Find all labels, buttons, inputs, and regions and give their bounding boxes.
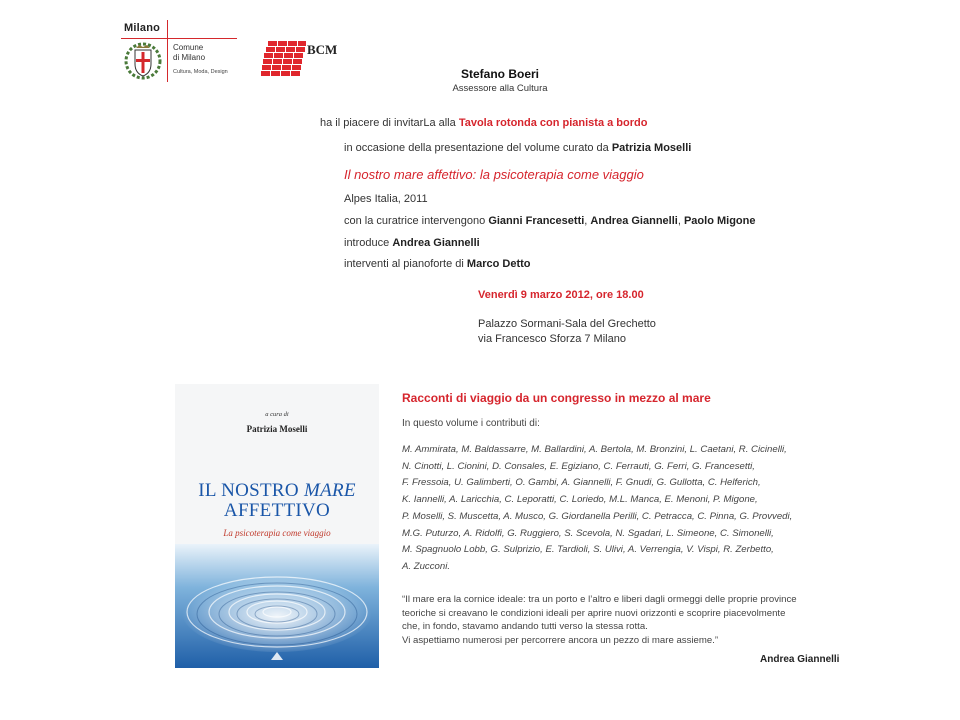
cover-water-image — [175, 544, 379, 668]
milano-logo-divider-vertical — [167, 20, 168, 82]
contributors-line: N. Cinotti, L. Cionini, D. Consales, E. Egiziano, C. Ferrauti, G. Ferri, G. Francesetti, — [402, 460, 755, 472]
introducer-name: Andrea Giannelli — [392, 237, 480, 249]
cover-title-line1 — [175, 480, 379, 502]
occasion-prefix: in occasione della presentazione del volume curato da — [344, 142, 612, 154]
book-cover — [175, 384, 379, 668]
speaker-separator: , — [677, 215, 684, 227]
quote-line: che, in fondo, stavamo andando tutti verso la stessa rotta. — [402, 621, 648, 632]
racconti-intro: In questo volume i contributi di: — [402, 418, 540, 429]
speaker-name: Gianni Francesetti — [488, 215, 585, 227]
assessore-name: Stefano Boeri — [460, 67, 539, 81]
cover-title-line2: AFFETTIVO — [223, 500, 331, 521]
contributors-line: K. Iannelli, A. Laricchia, C. Leporatti, C. Loriedo, M.L. Manca, E. Menoni, P. Migone, — [402, 494, 758, 506]
event-name: Tavola rotonda con pianista a bordo — [458, 117, 648, 129]
quote-line: teoriche si creavano le condizioni ideali per aprire nuovi orizzonti e scoprire piacevolmente — [402, 607, 786, 619]
venue-line1: Palazzo Sormani-Sala del Grechetto — [478, 318, 656, 330]
milano-tagline: Cultura, Moda, Design — [173, 69, 228, 75]
contributors-line: A. Zucconi. — [402, 560, 450, 572]
introduces-line — [344, 237, 480, 249]
cover-author: Patrizia Moselli — [246, 424, 308, 434]
contributors-line: M. Spagnuolo Lobb, G. Sulprizio, E. Tardioli, S. Ulivi, A. Verrengia, V. Vispi, R. Zerbetto, — [402, 544, 774, 556]
bcm-logo-text: BCM — [307, 42, 338, 57]
curator-name: Patrizia Moselli — [611, 142, 692, 154]
assessore-role: Assessore alla Cultura — [452, 83, 548, 94]
milano-comune-line1: Comune — [173, 43, 204, 52]
piano-line — [344, 258, 530, 270]
cover-subtitle: La psicoterapia come viaggio — [223, 528, 331, 538]
book-title: Il nostro mare affettivo: la psicoterapia come viaggio — [344, 167, 644, 182]
publisher: Alpes Italia, 2011 — [344, 193, 428, 205]
milano-wordmark: Milano — [124, 22, 161, 34]
milano-crest-icon — [124, 42, 162, 80]
speakers-prefix: con la curatrice intervengono — [344, 215, 489, 227]
contributors-line: F. Fressoia, U. Galimberti, O. Gambi, A. Giannelli, F. Gnudi, G. Gullotta, C. Helferich, — [402, 477, 761, 489]
quote-line: Vi aspettiamo numerosi per percorrere ancora un pezzo di mare assieme.” — [402, 634, 719, 646]
cover-title-part1: IL NOSTRO — [198, 480, 304, 501]
racconti-title: Racconti di viaggio da un congresso in mezzo al mare — [402, 391, 711, 405]
contributors-list — [402, 442, 792, 576]
milano-comune-line2: di Milano — [173, 53, 206, 62]
cover-title-italic: MARE — [303, 480, 356, 501]
contributors-line: P. Moselli, S. Muscetta, A. Musco, G. Giordanella Perilli, C. Petracca, C. Pinna, G. Provvedi, — [402, 510, 793, 522]
quote-block — [402, 593, 797, 647]
invitation-occasion — [344, 142, 691, 154]
introduces-prefix: introduce — [344, 237, 393, 249]
venue-line2: via Francesco Sforza 7 Milano — [478, 333, 626, 345]
invitation-intro-prefix: ha il piacere di invitarLa alla — [320, 117, 459, 129]
bcm-logo-icon — [260, 40, 308, 80]
invitation-intro — [320, 117, 647, 129]
piano-prefix: interventi al pianoforte di — [344, 258, 467, 270]
pianist-name: Marco Detto — [466, 258, 531, 270]
cover-a-cura-di: a cura di — [265, 411, 289, 418]
milano-logo-divider-horizontal — [121, 38, 237, 39]
speaker-separator: , — [584, 215, 591, 227]
contributors-line: M.G. Puturzo, A. Ridolfi, G. Ruggiero, S. Scevola, N. Sgadari, L. Simeone, C. Simonelli, — [402, 527, 774, 539]
speaker-name: Paolo Migone — [683, 215, 756, 227]
speaker-name: Andrea Giannelli — [590, 215, 678, 227]
contributors-line: M. Ammirata, M. Baldassarre, M. Ballardini, A. Bertola, M. Bronzini, L. Caetani, R. Cicinelli, — [402, 444, 787, 455]
quote-signature: Andrea Giannelli — [760, 654, 840, 665]
event-date: Venerdì 9 marzo 2012, ore 18.00 — [478, 289, 644, 301]
quote-line: “Il mare era la cornice ideale: tra un porto e l’altro e liberi dagli ormeggi delle proprie province — [402, 594, 797, 605]
speakers-line — [344, 215, 755, 227]
